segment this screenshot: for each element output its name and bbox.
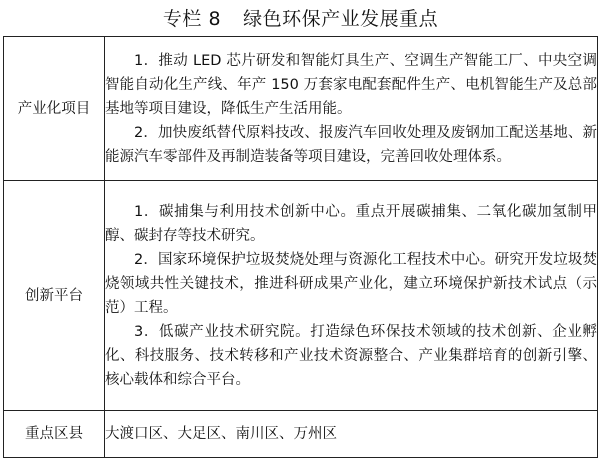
row-label: 产业化项目 — [4, 37, 105, 181]
row-content — [105, 181, 598, 411]
list-item: 2．加快废纸替代原料技改、报废汽车回收处理及废钢加工配送基地、新能源汽车零部件及再制造装备等项目建设，完善回收处理体系。 — [105, 124, 597, 165]
row-content — [105, 37, 598, 181]
row-label: 重点区县 — [4, 411, 105, 458]
table-row — [4, 37, 598, 181]
list-item: 3．低碳产业技术研究院。打造绿色环保技术领域的技术创新、企业孵化、科技服务、技术转移和产业技术资源整合、产业集群培育的创新引擎、核心载体和综合平台。 — [105, 323, 597, 388]
list-item: 1．推动 LED 芯片研发和智能灯具生产、空调生产智能工厂、中央空调智能自动化生产线、年产 150 万套家电配套配件生产、电机智能生产及总部基地等项目建设，降低生产生活用能。 — [105, 52, 597, 117]
list-item: 1．碳捕集与利用技术创新中心。重点开展碳捕集、二氧化碳加氢制甲醇、碳封存等技术研究。 — [105, 203, 597, 244]
box-title — [0, 6, 601, 32]
box-number: 专栏 8 — [162, 8, 222, 30]
table-row — [4, 411, 598, 458]
content-table — [3, 36, 598, 458]
row-label: 创新平台 — [4, 181, 105, 411]
row-content — [105, 411, 598, 458]
table-row — [4, 181, 598, 411]
box-heading: 绿色环保产业发展重点 — [243, 8, 439, 30]
list-item: 2．国家环境保护垃圾焚烧处理与资源化工程技术中心。研究开发垃圾焚烧领域共性关键技术，推进科研成果产业化，建立环境保护新技术试点（示范）工程。 — [105, 251, 597, 316]
list-item: 大渡口区、大足区、南川区、万州区 — [105, 426, 337, 442]
